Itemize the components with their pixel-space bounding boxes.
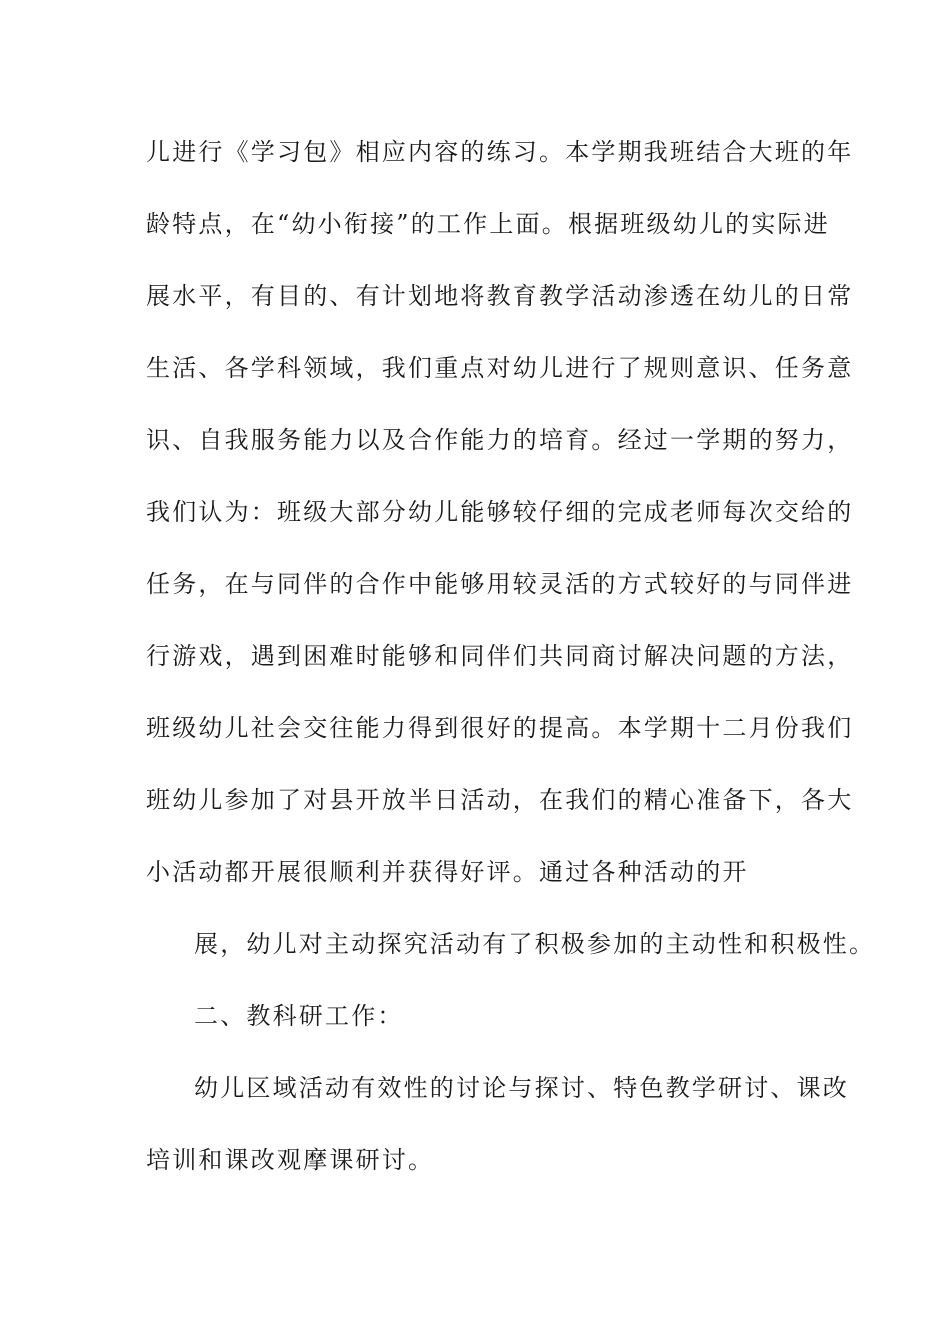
text-line: 培训和课改观摩课研讨。 xyxy=(146,1146,435,1174)
text-line: 儿进行《学习包》相应内容的练习。本学期我班结合大班的年 xyxy=(146,138,854,166)
paragraph-start: 展，幼儿对主动探究活动有了积极参加的主动性和积极性。 xyxy=(194,930,876,958)
text-line: 行游戏，遇到困难时能够和同伴们共同商讨解决问题的方法， xyxy=(146,642,854,670)
section-heading: 二、教科研工作： xyxy=(194,1002,404,1030)
paragraph-start: 幼儿区域活动有效性的讨论与探讨、特色教学研讨、课改 xyxy=(194,1074,849,1102)
text-line: 班幼儿参加了对县开放半日活动，在我们的精心准备下，各大 xyxy=(146,786,854,814)
text-line: 生活、各学科领域，我们重点对幼儿进行了规则意识、任务意 xyxy=(146,354,854,382)
text-line: 展水平，有目的、有计划地将教育教学活动渗透在幼儿的日常 xyxy=(146,282,854,310)
text-line: 识、自我服务能力以及合作能力的培育。经过一学期的努力， xyxy=(146,426,854,454)
text-line: 我们认为：班级大部分幼儿能够较仔细的完成老师每次交给的 xyxy=(146,498,854,526)
text-line: 班级幼儿社会交往能力得到很好的提高。本学期十二月份我们 xyxy=(146,714,854,742)
text-line: 龄特点，在“幼小衔接”的工作上面。根据班级幼儿的实际进 xyxy=(146,210,830,238)
text-line: 小活动都开展很顺利并获得好评。通过各种活动的开 xyxy=(146,858,749,886)
text-line: 任务，在与同伴的合作中能够用较灵活的方式较好的与同伴进 xyxy=(146,570,854,598)
